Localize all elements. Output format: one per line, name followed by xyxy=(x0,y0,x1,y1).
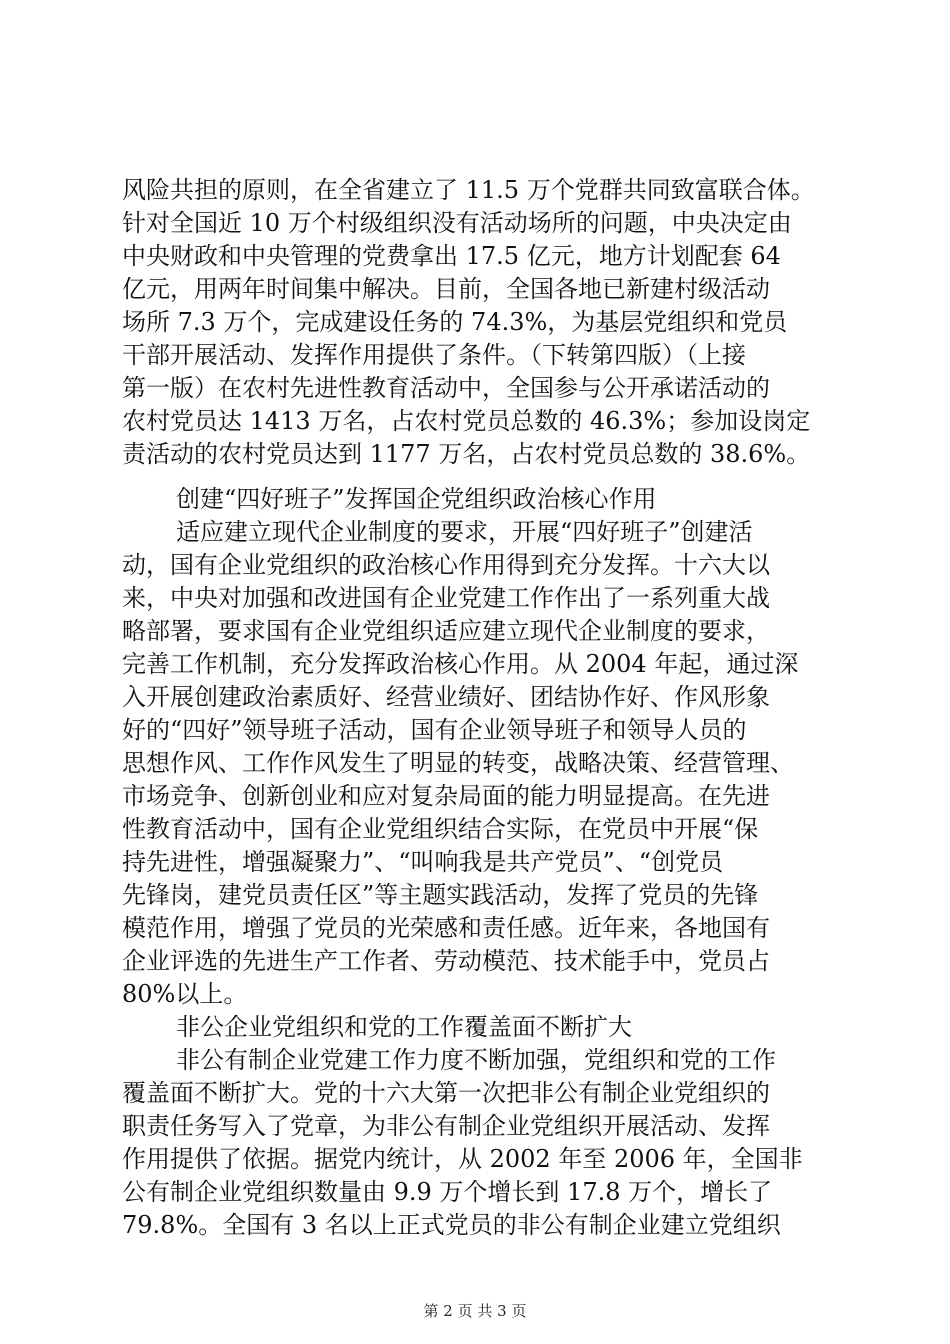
section-heading: 非公企业党组织和党的工作覆盖面不断扩大 xyxy=(176,1013,632,1041)
text-line: 场所 7.3 万个，完成建设任务的 74.3%，为基层党组织和党员 xyxy=(122,308,788,336)
text-line: 来，中央对加强和改进国有企业党建工作作出了一系列重大战 xyxy=(122,584,770,612)
section-heading: 创建“四好班子”发挥国企党组织政治核心作用 xyxy=(176,485,657,513)
text-line: 适应建立现代企业制度的要求，开展“四好班子”创建活 xyxy=(176,518,753,546)
text-line: 第一版）在农村先进性教育活动中，全国参与公开承诺活动的 xyxy=(122,374,770,402)
text-line: 亿元，用两年时间集中解决。目前，全国各地已新建村级活动 xyxy=(122,275,770,303)
text-line: 完善工作机制，充分发挥政治核心作用。从 2004 年起，通过深 xyxy=(122,650,799,678)
text-line: 好的“四好”领导班子活动，国有企业领导班子和领导人员的 xyxy=(122,716,747,744)
text-line: 公有制企业党组织数量由 9.9 万个增长到 17.8 万个，增长了 xyxy=(122,1178,773,1206)
text-line: 中央财政和中央管理的党费拿出 17.5 亿元，地方计划配套 64 xyxy=(122,242,781,270)
text-line: 79.8%。全国有 3 名以上正式党员的非公有制企业建立党组织 xyxy=(122,1211,781,1239)
text-line: 职责任务写入了党章，为非公有制企业党组织开展活动、发挥 xyxy=(122,1112,770,1140)
text-line: 干部开展活动、发挥作用提供了条件。（下转第四版）（上接 xyxy=(122,341,746,369)
text-line: 模范作用，增强了党员的光荣感和责任感。近年来，各地国有 xyxy=(122,914,770,942)
text-line: 略部署，要求国有企业党组织适应建立现代企业制度的要求， xyxy=(122,617,770,645)
text-line: 思想作风、工作作风发生了明显的转变，战略决策、经营管理、 xyxy=(122,749,794,777)
text-line: 市场竞争、创新创业和应对复杂局面的能力明显提高。在先进 xyxy=(122,782,770,810)
text-line: 作用提供了依据。据党内统计，从 2002 年至 2006 年，全国非 xyxy=(122,1145,803,1173)
text-line: 针对全国近 10 万个村级组织没有活动场所的问题，中央决定由 xyxy=(122,209,792,237)
text-line: 入开展创建政治素质好、经营业绩好、团结协作好、作风形象 xyxy=(122,683,770,711)
text-line: 风险共担的原则，在全省建立了 11.5 万个党群共同致富联合体。 xyxy=(122,176,815,204)
text-line: 农村党员达 1413 万名，占农村党员总数的 46.3%；参加设岗定 xyxy=(122,407,811,435)
text-line: 非公有制企业党建工作力度不断加强，党组织和党的工作 xyxy=(176,1046,776,1074)
text-line: 先锋岗，建党员责任区”等主题实践活动，发挥了党员的先锋 xyxy=(122,881,759,909)
text-line: 覆盖面不断扩大。党的十六大第一次把非公有制企业党组织的 xyxy=(122,1079,770,1107)
text-line: 性教育活动中，国有企业党组织结合实际，在党员中开展“保 xyxy=(122,815,759,843)
text-line: 责活动的农村党员达到 1177 万名，占农村党员总数的 38.6%。 xyxy=(122,440,811,468)
text-line: 动，国有企业党组织的政治核心作用得到充分发挥。十六大以 xyxy=(122,551,770,579)
text-line: 80%以上。 xyxy=(122,980,248,1008)
text-line: 持先进性，增强凝聚力”、“叫响我是共产党员”、“创党员 xyxy=(122,848,724,876)
page-number: 第 2 页 共 3 页 xyxy=(423,1302,527,1320)
text-line: 企业评选的先进生产工作者、劳动模范、技术能手中，党员占 xyxy=(122,947,770,975)
